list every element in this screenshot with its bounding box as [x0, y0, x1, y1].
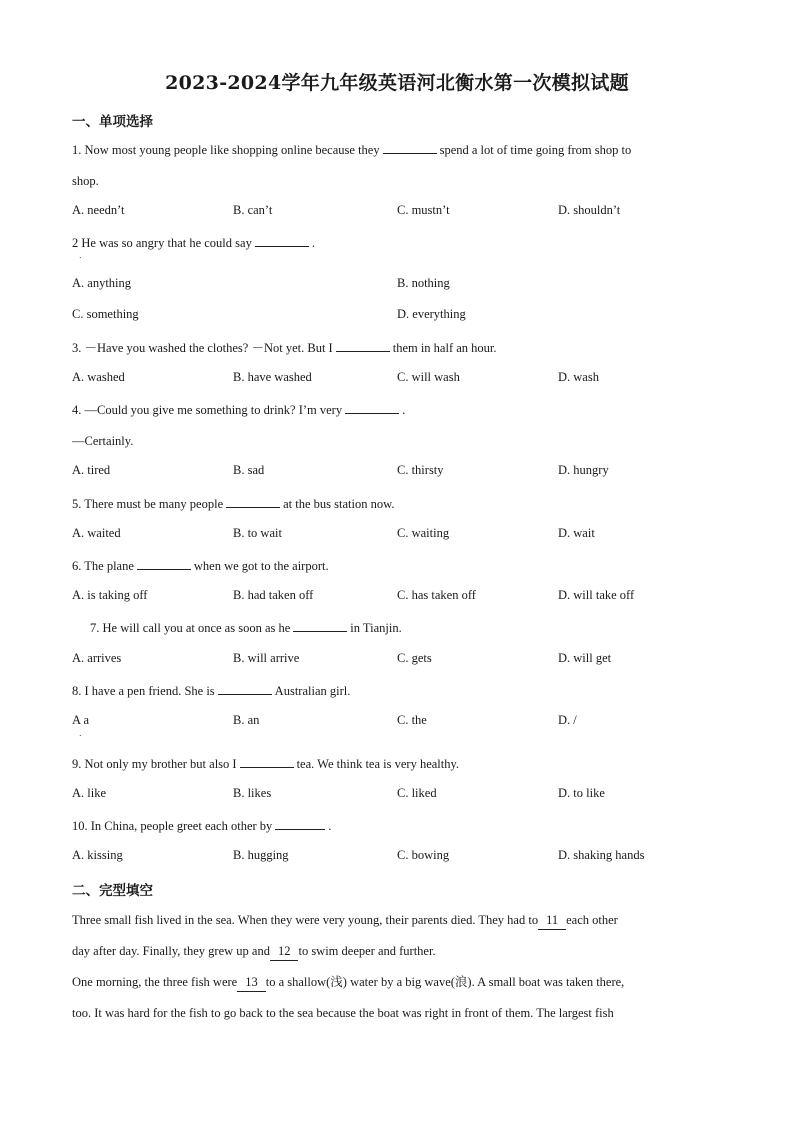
passage-line-1 — [72, 911, 754, 930]
q9-option-b[interactable]: B. likes — [233, 786, 272, 800]
q10-option-b[interactable]: B. hugging — [233, 848, 289, 862]
q3-option-c[interactable]: C. will wash — [397, 370, 460, 384]
question-text: 10. In China, people greet each other by — [72, 819, 273, 833]
q1-option-c[interactable]: C. mustn’t — [397, 203, 450, 217]
question-5 — [72, 495, 754, 513]
q6-option-d[interactable]: D. will take off — [558, 588, 635, 602]
passage-text: Three small fish lived in the sea. When they were very young, their parents died. They had to — [72, 913, 539, 927]
q5-option-a[interactable]: A. waited — [72, 526, 121, 540]
passage-line-4: too. It was hard for the fish to go back to the sea because the boat was right in front of them. The largest fish — [72, 1006, 614, 1020]
answer-blank[interactable] — [226, 495, 280, 508]
ocr-dot-mark: . — [79, 729, 82, 738]
question-text: . — [328, 819, 332, 833]
q7-option-b[interactable]: B. will arrive — [233, 651, 300, 665]
q2-option-a[interactable]: A. anything — [72, 276, 132, 290]
question-text: 6. The plane — [72, 559, 134, 573]
answer-blank[interactable] — [293, 619, 347, 632]
q10-option-d[interactable]: D. shaking hands — [558, 848, 645, 862]
question-text: 4. —Could you give me something to drink? I’m very — [72, 403, 343, 417]
q10-option-c[interactable]: C. bowing — [397, 848, 450, 862]
question-3 — [72, 339, 754, 357]
q6-option-c[interactable]: C. has taken off — [397, 588, 476, 602]
q1-option-a[interactable]: A. needn’t — [72, 203, 125, 217]
question-6 — [72, 557, 754, 575]
question-7 — [90, 619, 754, 637]
q5-option-c[interactable]: C. waiting — [397, 526, 450, 540]
answer-blank[interactable] — [345, 401, 399, 414]
question-text: in Tianjin. — [350, 621, 402, 635]
question-1-continuation: shop. — [72, 174, 99, 188]
q4-option-d[interactable]: D. hungry — [558, 463, 609, 477]
question-text: . — [311, 236, 315, 250]
q2-option-d[interactable]: D. everything — [397, 307, 466, 321]
passage-text: to a shallow(浅) water by a big wave(浪). A small boat was taken there, — [265, 975, 625, 989]
passage-text: day after day. Finally, they grew up and — [72, 944, 270, 958]
q7-option-d[interactable]: D. will get — [558, 651, 612, 665]
q7-option-c[interactable]: C. gets — [397, 651, 432, 665]
question-text: . — [402, 403, 406, 417]
question-text: 9. Not only my brother but also I — [72, 757, 237, 771]
q8-option-b[interactable]: B. an — [233, 713, 260, 727]
ocr-dot-mark: . — [79, 251, 82, 260]
q2-option-c[interactable]: C. something — [72, 307, 139, 321]
q8-option-c[interactable]: C. the — [397, 713, 427, 727]
q4-option-b[interactable]: B. sad — [233, 463, 265, 477]
q8-option-a[interactable]: A a — [72, 713, 90, 727]
question-8 — [72, 682, 754, 700]
question-text: 8. I have a pen friend. She is — [72, 684, 215, 698]
question-text: 7. He will call you at once as soon as he — [90, 621, 291, 635]
answer-blank[interactable] — [383, 141, 437, 154]
section-heading-cloze: 二、完型填空 — [72, 883, 153, 899]
question-4-reply: —Certainly. — [72, 434, 134, 448]
q10-option-a[interactable]: A. kissing — [72, 848, 123, 862]
question-9 — [72, 755, 754, 773]
question-text: 2 He was so angry that he could say — [72, 236, 252, 250]
q5-option-b[interactable]: B. to wait — [233, 526, 282, 540]
q9-option-d[interactable]: D. to like — [558, 786, 605, 800]
question-text: 1. Now most young people like shopping online because they — [72, 143, 380, 157]
page-title: 2023-2024学年九年级英语河北衡水第一次模拟试题 — [165, 72, 629, 94]
question-4 — [72, 401, 754, 419]
question-10 — [72, 817, 754, 835]
question-2 — [72, 234, 754, 252]
passage-text: to swim deeper and further. — [298, 944, 436, 958]
passage-text: each other — [566, 913, 618, 927]
q9-option-a[interactable]: A. like — [72, 786, 107, 800]
answer-blank[interactable] — [336, 339, 390, 352]
q8-option-d[interactable]: D. / — [558, 713, 577, 727]
question-text: spend a lot of time going from shop to — [439, 143, 632, 157]
question-text: at the bus station now. — [283, 497, 395, 511]
q3-option-d[interactable]: D. wash — [558, 370, 599, 384]
answer-blank[interactable] — [137, 557, 191, 570]
q1-option-b[interactable]: B. can’t — [233, 203, 273, 217]
section-heading-single-choice: 一、单项选择 — [72, 114, 153, 130]
cloze-blank-13[interactable]: 13 — [237, 973, 266, 992]
passage-line-2 — [72, 942, 754, 961]
cloze-blank-12[interactable]: 12 — [270, 942, 299, 961]
answer-blank[interactable] — [275, 817, 325, 830]
passage-line-3 — [72, 973, 754, 992]
answer-blank[interactable] — [240, 755, 294, 768]
question-text: Australian girl. — [274, 684, 351, 698]
q3-option-a[interactable]: A. washed — [72, 370, 125, 384]
question-1 — [72, 141, 754, 159]
passage-text: One morning, the three fish were — [72, 975, 238, 989]
q6-option-b[interactable]: B. had taken off — [233, 588, 314, 602]
cloze-blank-11[interactable]: 11 — [538, 911, 566, 930]
q2-option-b[interactable]: B. nothing — [397, 276, 450, 290]
q9-option-c[interactable]: C. liked — [397, 786, 437, 800]
q5-option-d[interactable]: D. wait — [558, 526, 595, 540]
q4-option-a[interactable]: A. tired — [72, 463, 111, 477]
question-text: tea. We think tea is very healthy. — [296, 757, 460, 771]
question-text: them in half an hour. — [392, 341, 497, 355]
q4-option-c[interactable]: C. thirsty — [397, 463, 444, 477]
q6-option-a[interactable]: A. is taking off — [72, 588, 148, 602]
question-text: when we got to the airport. — [193, 559, 329, 573]
q1-option-d[interactable]: D. shouldn’t — [558, 203, 621, 217]
question-text: 3. －Have you washed the clothes? －Not yet. But I — [72, 341, 333, 355]
answer-blank[interactable] — [255, 234, 309, 247]
q7-option-a[interactable]: A. arrives — [72, 651, 122, 665]
answer-blank[interactable] — [218, 682, 272, 695]
question-text: 5. There must be many people — [72, 497, 224, 511]
q3-option-b[interactable]: B. have washed — [233, 370, 312, 384]
